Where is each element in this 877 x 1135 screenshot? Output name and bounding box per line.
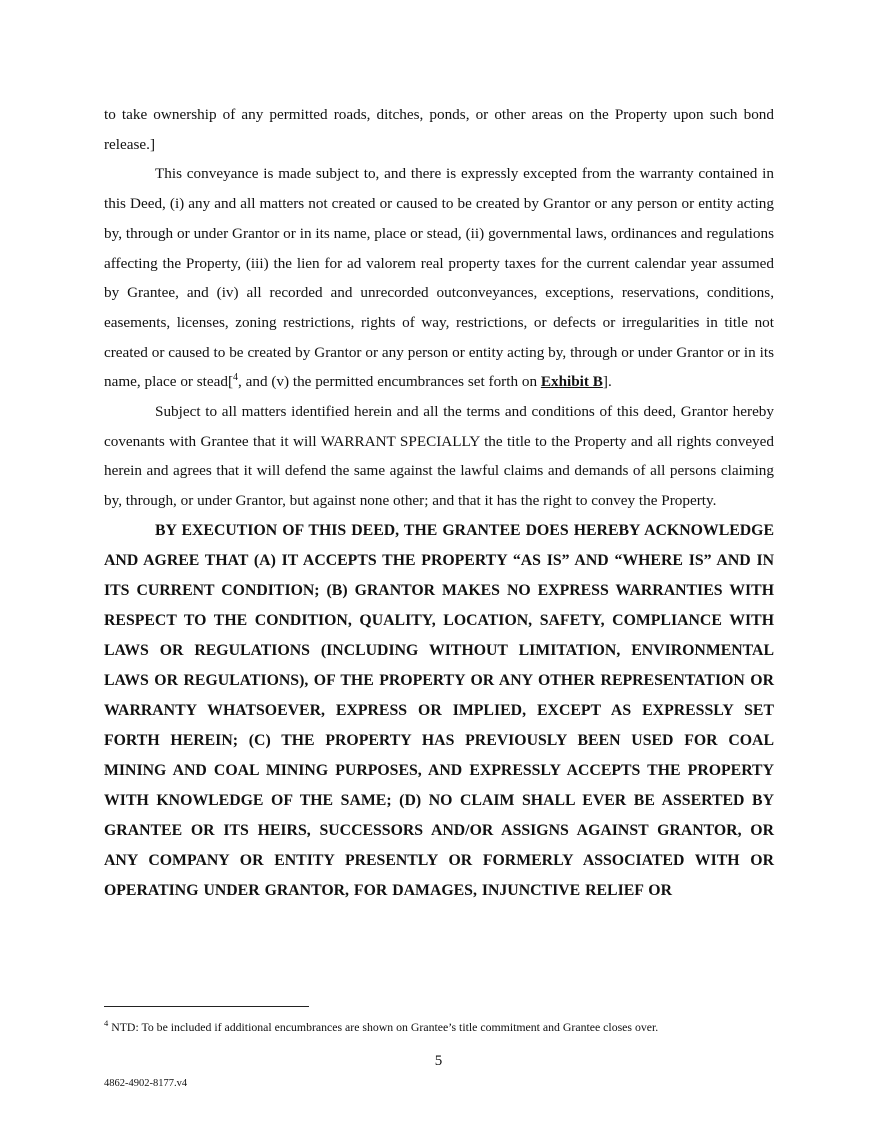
footnote-text: NTD: To be included if additional encumbrances are shown on Grantee’s title commitment and Grantee closes over. bbox=[108, 1019, 659, 1034]
exhibit-b-reference: Exhibit B bbox=[540, 373, 603, 391]
footnote-4 bbox=[104, 1016, 772, 1035]
paragraph-as-is-acknowledgment: BY EXECUTION OF THIS DEED, THE GRANTEE DOES HEREBY ACKNOWLEDGE AND AGREE THAT (A) IT ACCEPTS THE PROPERTY “AS IS” AND “WHERE IS” AND IN ITS CURRENT CONDITION; (B) GRANTOR MAKES NO EXPRESS WARRANTIES WITH RESPECT TO THE CONDITION, QUALITY, LOCATION, SAFETY, COMPLIANCE WITH LAWS OR REGULATIONS (INCLUDING WITHOUT LIMITATION, ENVIRONMENTAL LAWS OR REGULATIONS), OF THE PROPERTY OR ANY OTHER REPRESENTATION OR WARRANTY WHATSOEVER, EXPRESS OR IMPLIED, EXCEPT AS EXPRESSLY SET FORTH HEREIN; (C) THE PROPERTY HAS PREVIOUSLY BEEN USED FOR COAL MINING AND COAL MINING PURPOSES, AND EXPRESSLY ACCEPTS THE PROPERTY WITH KNOWLEDGE OF THE SAME; (D) NO CLAIM SHALL EVER BE ASSERTED BY GRANTEE OR ITS HEIRS, SUCCESSORS AND/OR ASSIGNS AGAINST GRANTOR, OR ANY COMPANY OR ENTITY PRESENTLY OR FORMERLY ASSOCIATED WITH OR OPERATING UNDER GRANTOR, FOR DAMAGES, INJUNCTIVE RELIEF OR bbox=[104, 521, 774, 899]
paragraph-bond-release: to take ownership of any permitted roads, ditches, ponds, or other areas on the Property upon such bond release.] bbox=[104, 106, 774, 153]
footnote-divider bbox=[104, 1006, 309, 1007]
conveyance-text-end: ]. bbox=[602, 373, 612, 391]
deed-body bbox=[104, 100, 774, 906]
paragraph-conveyance-exceptions bbox=[104, 159, 774, 397]
conveyance-text: This conveyance is made subject to, and there is expressly excepted from the warranty contained in this Deed, (i) any and all matters not created or caused to be created by Grantor or any person or entity acting by, through or under Grantor or in its name, place or stead, (ii) governmental laws, ordinances and regulations affecting the Property, (iii) the lien for ad valorem real property taxes for the current calendar year assumed by Grantee, and (iv) all recorded and unrecorded outconveyances, exceptions, reservations, conditions, easements, licenses, zoning restrictions, rights of way, restrictions, or defects or irregularities in title not created or caused to be created by Grantor or any person or entity acting by, through or under Grantor or in its name, place or stead[ bbox=[104, 165, 774, 391]
paragraph-special-warranty: Subject to all matters identified herein and all the terms and conditions of this deed, Grantor hereby covenants with Grantee that it will WARRANT SPECIALLY the title to the Property and all rights conveyed herein and agrees that it will defend the same against the lawful claims and demands of all persons claiming by, through, or under Grantor, but against none other; and that it has the right to convey the Property. bbox=[104, 403, 774, 510]
page-number: 5 bbox=[434, 1053, 443, 1069]
footnote-reference-4: 4 bbox=[233, 372, 239, 384]
conveyance-text-continued: , and (v) the permitted encumbrances set forth on bbox=[238, 373, 541, 391]
document-id: 4862-4902-8177.v4 bbox=[104, 1078, 188, 1089]
footnote-mark: 4 bbox=[104, 1018, 109, 1028]
